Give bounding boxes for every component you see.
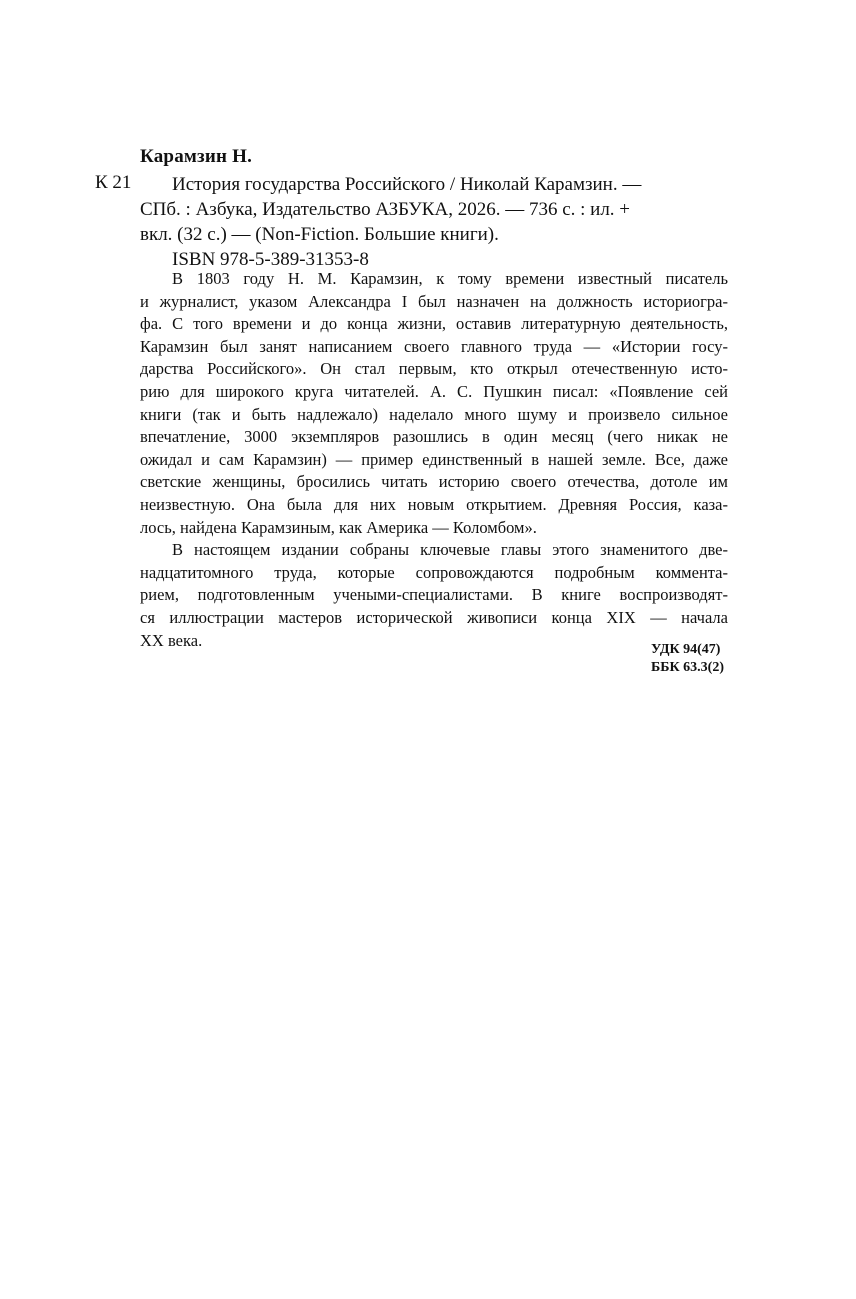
isbn: ISBN 978-5-389-31353-8 [172,249,369,270]
bib-line: вкл. (32 с.) — (Non-Fiction. Большие книги). [140,224,499,245]
annotation-line: ся иллюстрации мастеров исторической живописи конца XIX — начала [140,607,728,627]
bib-line: СПб. : Азбука, Издательство АЗБУКА, 2026. — 736 с. : ил. + [140,199,631,220]
annotation-line: надцатитомного труда, которые сопровождаются подробным коммента- [140,562,728,582]
bibliographic-record [140,172,730,272]
bbk-code: ББК 63.3(2) [651,660,724,675]
bib-line: История государства Российского / Николай Карамзин. — [172,174,642,195]
annotation-line: дарства Российского». Он стал первым, кто открыл отечественную исто- [140,359,728,379]
annotation [140,268,728,652]
author-heading: Карамзин Н. [140,146,253,167]
annotation-line: рию для широкого круга читателей. А. С. Пушкин писал: «Появление сей [140,381,728,401]
annotation-line: светские женщины, бросились читать историю своего отечества, дотоле им [140,472,728,492]
annotation-line: лось, найдена Карамзиным, как Америка — Коломбом». [140,517,537,537]
classification-codes [651,641,724,677]
udk-code: УДК 94(47) [651,642,721,657]
annotation-line: В настоящем издании собраны ключевые главы этого знаменитого две- [172,540,728,560]
annotation-line: Карамзин был занят написанием своего главного труда — «Истории госу- [140,336,728,356]
annotation-line: XX века. [140,630,203,650]
annotation-line: фа. С того времени и до конца жизни, оставив литературную деятельность, [140,314,728,334]
annotation-line: и журналист, указом Александра I был назначен на должность историогра- [140,291,728,311]
annotation-line: впечатление, 3000 экземпляров разошлись в один месяц (чего никак не [140,427,728,447]
annotation-line: неизвестную. Она была для них новым открытием. Древняя Россия, каза- [140,494,728,514]
annotation-line: рием, подготовленным учеными-специалистами. В книге воспроизводят- [140,585,728,605]
annotation-line: книги (так и быть надлежало) наделало много шуму и произвело сильное [140,404,728,424]
annotation-line: ожидал и сам Карамзин) — пример единственный в нашей земле. Все, даже [140,449,728,469]
catalog-code: К 21 [95,172,132,193]
annotation-line: В 1803 году Н. М. Карамзин, к тому времени известный писатель [172,269,728,288]
